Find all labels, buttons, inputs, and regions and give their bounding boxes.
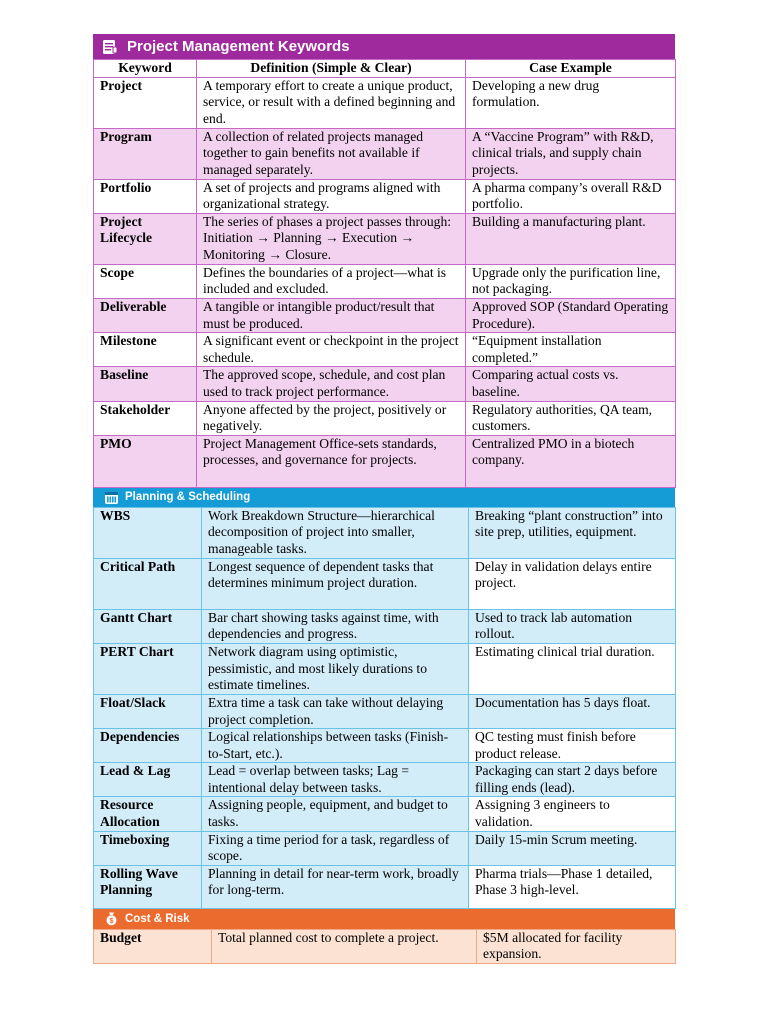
definition-cell: Longest sequence of dependent tasks that determines minimum project duration. — [202, 558, 469, 609]
keyword-cell: Timeboxing — [94, 831, 202, 865]
example-cell: Assigning 3 engineers to validation. — [469, 797, 676, 831]
example-cell: “Equipment installation completed.” — [466, 333, 676, 367]
example-cell: Daily 15-min Scrum meeting. — [469, 831, 676, 865]
example-cell: Packaging can start 2 days before filling ends (lead). — [469, 763, 676, 797]
table-header-row — [94, 60, 676, 78]
keyword-cell: Resource Allocation — [94, 797, 202, 831]
section-planning-scheduling — [93, 488, 675, 909]
definition-cell: Logical relationships between tasks (Finish-to-Start, etc.). — [202, 729, 469, 763]
section-header — [93, 488, 675, 507]
definition-cell: Extra time a task can take without delaying project completion. — [202, 694, 469, 728]
definition-cell: Defines the boundaries of a project—what is included and excluded. — [197, 264, 466, 298]
table-row — [94, 401, 676, 435]
keyword-document — [93, 34, 675, 964]
calendar-icon — [104, 490, 119, 505]
example-cell: Estimating clinical trial duration. — [469, 643, 676, 694]
example-cell: A “Vaccine Program” with R&D, clinical trials, and supply chain projects. — [466, 128, 676, 179]
table-row — [94, 865, 676, 908]
table-row — [94, 179, 676, 213]
example-cell: Developing a new drug formulation. — [466, 77, 676, 128]
svg-text:$: $ — [109, 916, 114, 926]
notepad-icon — [101, 38, 119, 56]
definition-cell: The series of phases a project passes through: Initiation → Planning → Execution → Monitoring → Closure. — [197, 213, 466, 264]
example-cell: Delay in validation delays entire project. — [469, 558, 676, 609]
table-row — [94, 558, 676, 609]
keyword-table — [93, 929, 676, 964]
example-cell: Comparing actual costs vs. baseline. — [466, 367, 676, 401]
definition-cell: Network diagram using optimistic, pessimistic, and most likely durations to estimate timelines. — [202, 643, 469, 694]
section-title: Project Management Keywords — [127, 38, 350, 55]
section-title: Planning & Scheduling — [125, 491, 251, 504]
definition-cell: Assigning people, equipment, and budget to tasks. — [202, 797, 469, 831]
table-row — [94, 333, 676, 367]
keyword-cell: PERT Chart — [94, 643, 202, 694]
example-cell: Upgrade only the purification line, not packaging. — [466, 264, 676, 298]
keyword-cell: Rolling Wave Planning — [94, 865, 202, 908]
money-bag-icon — [104, 911, 119, 926]
example-cell: Regulatory authorities, QA team, customers. — [466, 401, 676, 435]
section-project-management — [93, 34, 675, 488]
table-row — [94, 763, 676, 797]
definition-cell: Work Breakdown Structure—hierarchical decomposition of project into smaller, manageable tasks. — [202, 507, 469, 558]
keyword-cell: WBS — [94, 507, 202, 558]
section-header — [93, 34, 675, 59]
example-cell: $5M allocated for facility expansion. — [477, 929, 676, 963]
keyword-cell: Lead & Lag — [94, 763, 202, 797]
keyword-cell: Milestone — [94, 333, 197, 367]
table-row — [94, 694, 676, 728]
table-row — [94, 507, 676, 558]
column-header-example: Case Example — [466, 60, 676, 78]
keyword-cell: PMO — [94, 435, 197, 487]
keyword-cell: Deliverable — [94, 298, 197, 332]
table-row — [94, 213, 676, 264]
example-cell: Used to track lab automation rollout. — [469, 609, 676, 643]
keyword-cell: Critical Path — [94, 558, 202, 609]
definition-cell: Bar chart showing tasks against time, with dependencies and progress. — [202, 609, 469, 643]
table-row — [94, 367, 676, 401]
table-row — [94, 797, 676, 831]
keyword-cell: Portfolio — [94, 179, 197, 213]
definition-cell: A set of projects and programs aligned with organizational strategy. — [197, 179, 466, 213]
example-cell: Pharma trials—Phase 1 detailed, Phase 3 high-level. — [469, 865, 676, 908]
table-row — [94, 77, 676, 128]
definition-cell: A significant event or checkpoint in the project schedule. — [197, 333, 466, 367]
table-row — [94, 729, 676, 763]
keyword-cell: Project — [94, 77, 197, 128]
keyword-cell: Gantt Chart — [94, 609, 202, 643]
example-cell: Centralized PMO in a biotech company. — [466, 435, 676, 487]
keyword-cell: Baseline — [94, 367, 197, 401]
definition-cell: Total planned cost to complete a project. — [212, 929, 477, 963]
definition-cell: Anyone affected by the project, positively or negatively. — [197, 401, 466, 435]
definition-cell: A collection of related projects managed together to gain benefits not available if managed separately. — [197, 128, 466, 179]
keyword-cell: Project Lifecycle — [94, 213, 197, 264]
definition-cell: Project Management Office-sets standards, processes, and governance for projects. — [197, 435, 466, 487]
definition-cell: A tangible or intangible product/result that must be produced. — [197, 298, 466, 332]
keyword-table — [93, 507, 676, 909]
example-cell: Building a manufacturing plant. — [466, 213, 676, 264]
keyword-table — [93, 59, 676, 488]
table-row — [94, 609, 676, 643]
definition-cell: The approved scope, schedule, and cost plan used to track project performance. — [197, 367, 466, 401]
keyword-cell: Scope — [94, 264, 197, 298]
definition-cell: Planning in detail for near-term work, broadly for long-term. — [202, 865, 469, 908]
definition-cell: A temporary effort to create a unique product, service, or result with a defined beginning and end. — [197, 77, 466, 128]
section-header — [93, 909, 675, 929]
keyword-cell: Dependencies — [94, 729, 202, 763]
example-cell: Approved SOP (Standard Operating Procedure). — [466, 298, 676, 332]
example-cell: Breaking “plant construction” into site prep, utilities, equipment. — [469, 507, 676, 558]
table-row — [94, 128, 676, 179]
section-cost-risk — [93, 909, 675, 964]
section-title: Cost & Risk — [125, 912, 190, 925]
example-cell: QC testing must finish before product release. — [469, 729, 676, 763]
example-cell: A pharma company’s overall R&D portfolio. — [466, 179, 676, 213]
definition-cell: Lead = overlap between tasks; Lag = intentional delay between tasks. — [202, 763, 469, 797]
keyword-cell: Float/Slack — [94, 694, 202, 728]
example-cell: Documentation has 5 days float. — [469, 694, 676, 728]
table-row — [94, 435, 676, 487]
column-header-keyword: Keyword — [94, 60, 197, 78]
column-header-definition: Definition (Simple & Clear) — [197, 60, 466, 78]
keyword-cell: Stakeholder — [94, 401, 197, 435]
table-row — [94, 643, 676, 694]
table-row — [94, 298, 676, 332]
table-row — [94, 264, 676, 298]
keyword-cell: Program — [94, 128, 197, 179]
table-row — [94, 831, 676, 865]
keyword-cell: Budget — [94, 929, 212, 963]
table-row — [94, 929, 676, 963]
definition-cell: Fixing a time period for a task, regardless of scope. — [202, 831, 469, 865]
